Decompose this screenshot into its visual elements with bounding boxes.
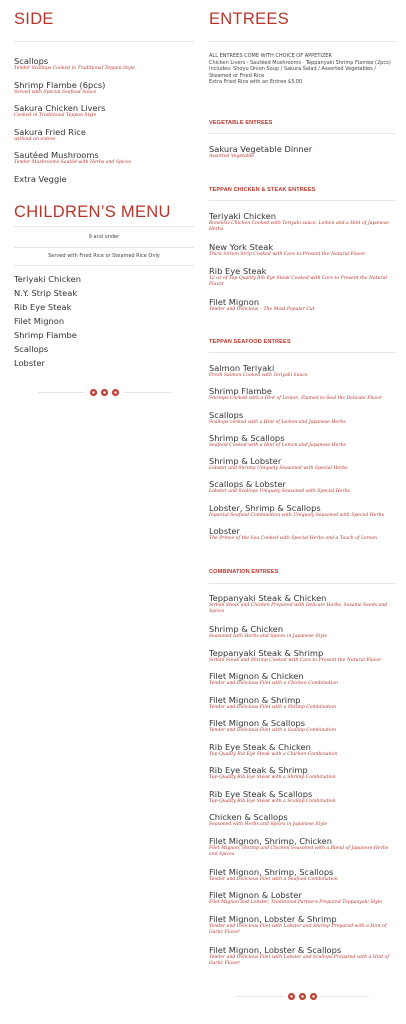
item-name: Filet Mignon & Lobster	[209, 890, 302, 900]
item-name: Filet Mignon	[209, 296, 260, 307]
list-item	[209, 812, 395, 836]
flower-ornament-icon	[112, 389, 119, 396]
item-desc: Filet Mignon and Lobster, Traditional Partners Prepared Teppanyaki Style	[209, 900, 383, 905]
list-item: Teriyaki Chicken	[14, 274, 82, 284]
list-item	[209, 433, 395, 456]
list-item	[209, 297, 395, 320]
combination-list	[209, 593, 395, 976]
side-divider	[14, 41, 194, 42]
ornament-divider	[14, 389, 194, 396]
side-title: SIDE	[14, 10, 54, 28]
seafood-divider	[209, 352, 395, 353]
list-item	[14, 56, 194, 80]
entrees-intro	[209, 53, 395, 86]
list-item	[209, 144, 395, 160]
list-item	[14, 103, 194, 127]
list-item	[209, 867, 395, 891]
list-item	[209, 211, 395, 242]
item-desc: Tender and Delicious – The Most Popular Cut	[209, 306, 315, 312]
item-desc: Tender and Delicious Filet with a Chicken Combination	[209, 681, 338, 686]
side-list	[14, 56, 194, 190]
combination-title: COMBINATION ENTREES	[209, 569, 279, 575]
list-item	[209, 765, 395, 789]
item-desc: Lobster and Scallops Uniquely Seasoned with Special Herbs	[209, 489, 351, 495]
list-item	[14, 174, 194, 190]
item-name: Sakura Chicken Livers	[14, 103, 106, 113]
list-item	[209, 526, 395, 549]
item-name: Sakura Vegetable Dinner	[209, 144, 313, 154]
item-desc: Shrimps Cooked with a Hint of Lemon, Flamed to Seal the Delicate Flavor	[209, 396, 383, 402]
ornament-line	[123, 392, 171, 393]
list-item	[209, 479, 395, 502]
list-item	[14, 80, 194, 104]
vegetable-list	[209, 144, 395, 160]
list-item	[209, 695, 395, 719]
flower-ornament-icon	[90, 389, 97, 396]
list-item	[209, 718, 395, 742]
ornament-divider	[209, 993, 395, 1000]
children-list	[14, 274, 194, 372]
list-item	[209, 914, 395, 945]
intro-line: ALL ENTREES COME WITH CHOICE OF APPETIZER	[209, 53, 332, 59]
item-name: Filet Mignon, Lobster & Scallops	[209, 944, 342, 955]
item-desc: Top-Quality Rib Eye Steak with a Scallop Combination	[209, 798, 336, 804]
list-item	[14, 127, 194, 151]
item-desc: Tender and Delicious Filet with a Scallop Combination	[209, 728, 337, 733]
list-item: Shrimp Flambe	[14, 330, 77, 340]
vegetable-divider	[209, 133, 395, 134]
item-desc: The Prince of the Sea Cooked with Special Herbs and a Touch of Lemon	[209, 536, 377, 542]
item-desc: Imperial Seafood Combination with Uniquely Seasoned with Special Herbs	[209, 512, 384, 518]
teppan-divider	[209, 200, 395, 201]
item-name: Scallops	[14, 56, 49, 66]
list-item	[209, 266, 395, 297]
item-desc: Tender Scallops Cooked in Traditional Teppan Style	[14, 66, 135, 71]
item-name: Filet Mignon, Shrimp, Chicken	[209, 835, 333, 846]
item-desc: Scallops cooked with a Hint of Lemon and Japanese Herbs	[209, 419, 346, 425]
list-item: Rib Eye Steak	[14, 302, 72, 312]
list-item	[209, 593, 395, 624]
list-item	[209, 789, 395, 813]
item-name: Teppanyaki Steak & Chicken	[209, 593, 327, 603]
flower-ornament-icon	[310, 993, 317, 1000]
item-desc: Tender and Delicious Filet with Lobster and Shrimp Prepared with a Hint of Garlic Flavor	[209, 923, 387, 935]
intro-line: Includes: Shoyu Onion Soup / Sakura Salad / Assorted Vegetables / Steamed or Fried Rice	[209, 66, 376, 79]
flower-ornament-icon	[101, 389, 108, 396]
children-divider-2	[14, 247, 194, 248]
item-desc: Assorted Vegetable	[209, 154, 254, 159]
item-desc: 12 oz of Top-Quality Rib Eye Steak Cooked with Care to Present the Natural Flavor	[209, 275, 387, 287]
item-desc: Seasoned with Herbs and Spices in Japanese Style	[209, 822, 328, 827]
item-desc: Top-Quality Rib Eye Steak with a Shrimp Combination	[209, 775, 336, 780]
item-name: Filet Mignon & Shrimp	[209, 694, 301, 705]
item-desc: Seasoned with Herbs and Spices in Japanese Style	[209, 634, 328, 639]
item-name: Filet Mignon, Lobster & Shrimp	[209, 913, 337, 924]
item-name: Scallops	[209, 409, 244, 420]
children-served: Served with Fried Rice or Steamed Rice Only	[48, 253, 160, 259]
item-name: Teriyaki Chicken	[209, 211, 277, 221]
list-item	[209, 836, 395, 867]
list-item: Scallops	[14, 344, 49, 354]
children-age: 9 and under	[88, 234, 120, 240]
item-desc: Tender Mushrooms Sautéd with Herbs and Spices	[14, 160, 132, 165]
item-desc: Top-Quality Rib Eye Steak with a Chicken Combination	[209, 751, 338, 757]
item-name: Teppanyaki Steak & Shrimp	[209, 647, 324, 658]
list-item	[209, 648, 395, 672]
combination-divider	[209, 583, 395, 584]
list-item: Filet Mignon	[14, 316, 65, 326]
item-desc: Fresh Salmon Cooked with Teriyaki Sauce	[209, 373, 308, 378]
item-desc: Tender and Delicious Filet with a Shrimp Combination	[209, 704, 337, 710]
list-item	[209, 386, 395, 409]
list-item	[209, 742, 395, 766]
item-name: Filet Mignon, Shrimp, Scallops	[209, 866, 334, 877]
list-item: Lobster	[14, 358, 45, 368]
item-name: Rib Eye Steak & Chicken	[209, 741, 311, 752]
flower-ornament-icon	[299, 993, 306, 1000]
item-name: Sautéed Mushrooms	[14, 150, 99, 160]
item-desc: Tender and Delicious Filet with a Seafood Combination	[209, 876, 338, 882]
item-name: Scallops & Lobster	[209, 479, 286, 490]
item-name: Shrimp & Chicken	[209, 624, 284, 634]
item-name: New York Steak	[209, 242, 274, 252]
children-divider-3	[14, 265, 194, 266]
ornament-line	[38, 392, 86, 393]
item-name: Filet Mignon & Scallops	[209, 718, 306, 728]
item-name: Lobster	[209, 526, 240, 537]
item-name: Rib Eye Steak & Scallops	[209, 788, 313, 799]
item-name: Extra Veggie	[14, 173, 67, 184]
teppan-title: TEPPAN CHICKEN & STEAK ENTREES	[209, 187, 316, 193]
item-desc: Lobster and Shrimp Uniquely Seasoned with Special Herbs	[209, 466, 348, 472]
item-desc: Seafood Cooked with a Hint of Lemon and Japanese Herbs	[209, 442, 346, 448]
item-desc: without an entree	[14, 136, 56, 142]
item-name: Chicken & Scallops	[209, 812, 288, 822]
vegetable-title: VEGETABLE ENTREES	[209, 120, 273, 126]
item-desc: Tender and Delicious Filet with Lobster and Scallops Prepared with a Hint of Garlic Flavor	[209, 954, 389, 966]
item-name: Shrimp Flambe (6pcs)	[14, 79, 106, 90]
item-name: Rib Eye Steak	[209, 265, 267, 276]
entrees-title: ENTREES	[209, 10, 290, 28]
list-item	[209, 945, 395, 976]
item-desc: Served with Special Seafood Sauce	[14, 89, 97, 95]
list-item	[14, 150, 194, 174]
item-name: Salmon Teriyaki	[209, 363, 275, 373]
list-item	[209, 456, 395, 479]
item-name: Lobster, Shrimp & Scallops	[209, 502, 321, 513]
item-name: Shrimp & Scallops	[209, 432, 285, 443]
children-divider	[14, 226, 194, 227]
list-item	[209, 503, 395, 526]
ornament-line	[321, 996, 369, 997]
list-item	[209, 410, 395, 433]
item-name: Shrimp Flambe	[209, 386, 272, 397]
intro-line: Extra Fried Rice with an Entree $3.00	[209, 79, 303, 86]
list-item	[209, 624, 395, 648]
teppan-list	[209, 211, 395, 320]
item-name: Shrimp & Lobster	[209, 456, 282, 467]
list-item	[209, 363, 395, 386]
flower-ornament-icon	[288, 993, 295, 1000]
item-desc: Cooked in Traditional Teppan Style	[14, 113, 97, 118]
item-desc: Boneless Chicken Cooked with Teriyaki sauce, Lemon and a Hint of Japanese Herbs	[209, 221, 389, 232]
item-desc: Sirloin Steak and Chicken Prepared with Delicate Herbs, Sesame Seeds and Spices	[209, 603, 388, 614]
seafood-list	[209, 363, 395, 549]
item-desc: Sirloin Steak and Shrimp Cooked with Care to Present the Natural Flavor	[209, 657, 382, 663]
ornament-line	[236, 996, 284, 997]
item-desc: Filet Mignon, Shrimp and Chicken Seasoned with a Blend of Japanese Herbs and Spices	[209, 845, 389, 857]
entrees-divider	[209, 41, 395, 42]
list-item	[209, 671, 395, 695]
intro-line: Chicken Livers · Sautéed Mushrooms · Teppanyaki Shrimp Flambe (2pcs)	[209, 59, 391, 66]
list-item	[209, 242, 395, 266]
children-title: CHILDREN’S MENU	[14, 203, 171, 221]
item-name: Sakura Fried Rice	[14, 126, 86, 137]
list-item	[209, 890, 395, 914]
seafood-title: TEPPAN SEAFOOD ENTREES	[209, 339, 291, 345]
item-name: Filet Mignon & Chicken	[209, 671, 304, 681]
list-item: N.Y. Strip Steak	[14, 288, 78, 298]
item-desc: Thick Sirloin Strip Cooked with Care to Present the Natural Flavor	[209, 252, 366, 257]
item-name: Rib Eye Steak & Shrimp	[209, 765, 308, 775]
